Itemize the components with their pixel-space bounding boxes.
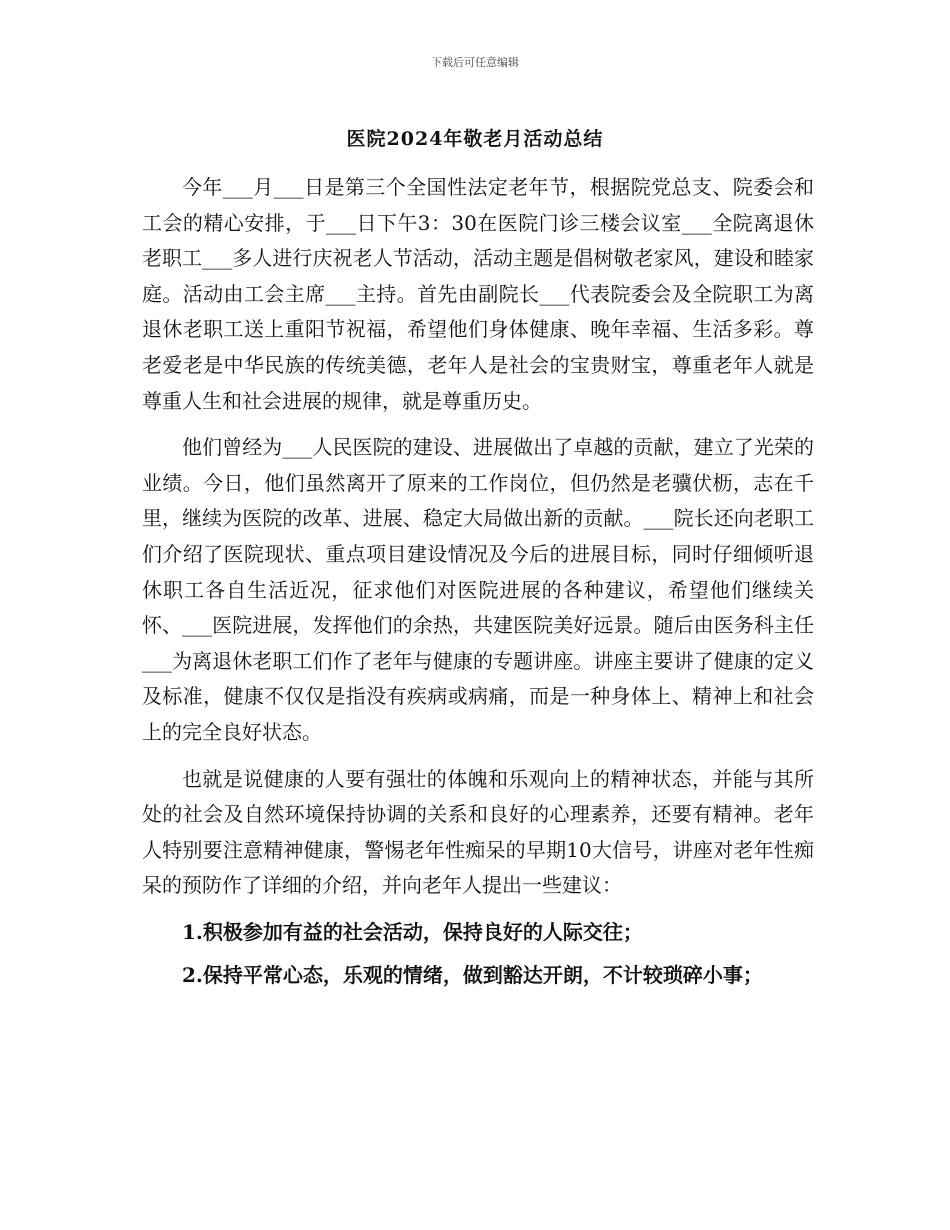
paragraph: 今年___月___日是第三个全国性法定老年节，根据院党总支、院委会和工会的精心安排，于___日下午3：30在医院门诊三楼会议室___全院离退休老职工___多人进行庆祝老人节活动，活动主题是倡树敬老家风，建设和睦家庭。活动由工会主席___主持。首先由副院长___代表院委会及全院职工为离退休老职工送上重阳节祝福，希望他们身体健康、晚年幸福、生活多彩。尊老爱老是中华民族的传统美德，老年人是社会的宝贵财宝，尊重老年人就是尊重人生和社会进展的规律，就是尊重历史。 xyxy=(142,175,814,413)
list-item: 1.积极参加有益的社会活动，保持良好的人际交往； xyxy=(182,919,643,944)
document-title: 医院2024年敬老月活动总结 xyxy=(346,128,604,150)
document-body xyxy=(142,170,814,1002)
list-item: 2.保持平常心态，乐观的情绪，做到豁达开朗，不计较琐碎小事； xyxy=(182,963,763,988)
paragraph: 他们曾经为___人民医院的建设、进展做出了卓越的贡献，建立了光荣的业绩。今日，他们虽然离开了原来的工作岗位，但仍然是老骥伏枥，志在千里，继续为医院的改革、进展、稳定大局做出新的贡献。___院长还向老职工们介绍了医院现状、重点项目建设情况及今后的进展目标，同时仔细倾听退休职工各自生活近况，征求他们对医院进展的各种建议，希望他们继续关怀、___医院进展，发挥他们的余热，共建医院美好远景。随后由医务科主任___为离退休老职工们作了老年与健康的专题讲座。讲座主要讲了健康的定义及标准，健康不仅仅是指没有疾病或病痛，而是一种身体上、精神上和社会上的完全良好状态。 xyxy=(142,435,814,744)
header-note: 下载后可任意编辑 xyxy=(431,56,519,69)
paragraph: 也就是说健康的人要有强壮的体魄和乐观向上的精神状态，并能与其所处的社会及自然环境保持协调的关系和良好的心理素养，还要有精神。老年人特别要注意精神健康，警惕老年性痴呆的早期10大信号，讲座对老年性痴呆的预防作了详细的介绍，并向老年人提出一些建议： xyxy=(142,766,814,898)
